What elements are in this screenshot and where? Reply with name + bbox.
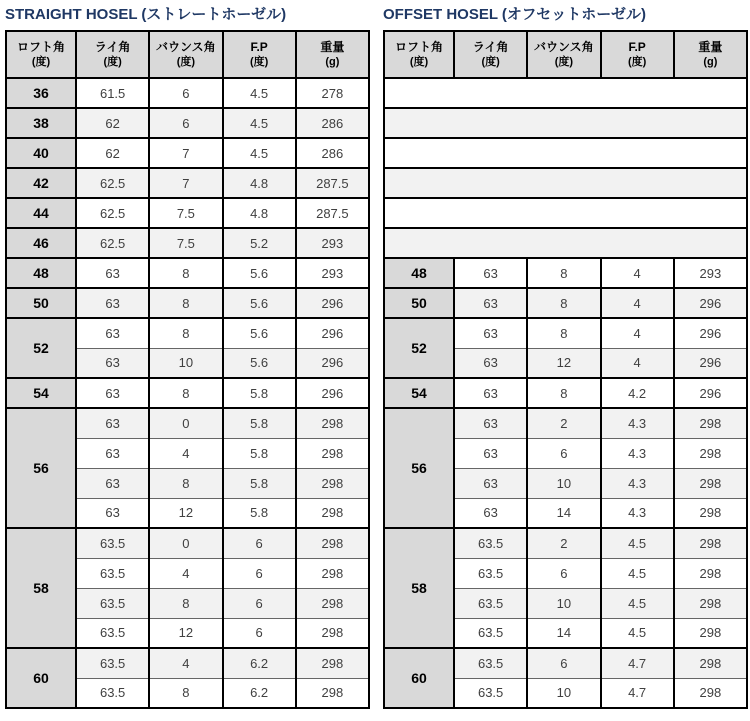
- bounce-cell: 10: [527, 588, 600, 618]
- bounce-cell: 8: [149, 678, 222, 708]
- empty-cell: [384, 168, 747, 198]
- lie-cell: 62.5: [76, 198, 149, 228]
- column-header-fp: [223, 31, 296, 78]
- column-header-lie: [76, 31, 149, 78]
- lie-cell: 63: [76, 378, 149, 408]
- lie-cell: 63: [76, 408, 149, 438]
- column-unit: (度): [554, 56, 574, 68]
- weight-cell: 298: [674, 588, 747, 618]
- lie-cell: 63.5: [76, 588, 149, 618]
- fp-cell: 5.6: [223, 348, 296, 378]
- weight-cell: 296: [296, 318, 369, 348]
- lie-cell: 63: [454, 288, 527, 318]
- spec-row: [384, 648, 747, 678]
- bounce-cell: 8: [149, 288, 222, 318]
- column-unit: (度): [176, 56, 196, 68]
- header-row: [384, 31, 747, 78]
- straight-hosel-table: [5, 30, 370, 709]
- lie-cell: 63.5: [454, 528, 527, 558]
- lie-cell: 63: [454, 408, 527, 438]
- lie-cell: 63.5: [76, 558, 149, 588]
- loft-cell: 60: [384, 648, 454, 708]
- straight-hosel-panel: [5, 5, 370, 709]
- bounce-cell: 8: [149, 588, 222, 618]
- loft-cell: 54: [6, 378, 76, 408]
- empty-cell: [384, 198, 747, 228]
- spec-row: [6, 138, 369, 168]
- loft-cell: 38: [6, 108, 76, 138]
- lie-cell: 63: [454, 468, 527, 498]
- column-unit: (度): [627, 56, 647, 68]
- column-header-loft: [384, 31, 454, 78]
- bounce-cell: 12: [527, 348, 600, 378]
- bounce-cell: 8: [527, 258, 600, 288]
- lie-cell: 63: [454, 258, 527, 288]
- spec-row: [6, 648, 369, 678]
- weight-cell: 278: [296, 78, 369, 108]
- loft-cell: 44: [6, 198, 76, 228]
- loft-cell: 36: [6, 78, 76, 108]
- offset-hosel-title: OFFSET HOSEL (オフセットホーゼル): [383, 6, 646, 23]
- fp-cell: 6: [223, 558, 296, 588]
- column-label: F.P: [250, 40, 268, 54]
- column-label: 重量: [320, 40, 345, 54]
- column-label: ロフト角: [16, 40, 65, 54]
- bounce-cell: 6: [149, 78, 222, 108]
- weight-cell: 293: [674, 258, 747, 288]
- lie-cell: 62.5: [76, 228, 149, 258]
- bounce-cell: 6: [527, 648, 600, 678]
- empty-row: [384, 108, 747, 138]
- lie-cell: 62.5: [76, 168, 149, 198]
- lie-cell: 63: [454, 348, 527, 378]
- bounce-cell: 4: [149, 648, 222, 678]
- spec-row: [6, 228, 369, 258]
- fp-cell: 5.8: [223, 378, 296, 408]
- bounce-cell: 2: [527, 528, 600, 558]
- loft-cell: 58: [384, 528, 454, 648]
- fp-cell: 6.2: [223, 648, 296, 678]
- empty-row: [384, 138, 747, 168]
- fp-cell: 6: [223, 588, 296, 618]
- fp-cell: 6: [223, 528, 296, 558]
- lie-cell: 63: [76, 468, 149, 498]
- fp-cell: 4.3: [601, 498, 674, 528]
- spec-row: [6, 108, 369, 138]
- weight-cell: 298: [674, 648, 747, 678]
- fp-cell: 5.2: [223, 228, 296, 258]
- weight-cell: 293: [296, 258, 369, 288]
- weight-cell: 296: [674, 288, 747, 318]
- loft-cell: 50: [6, 288, 76, 318]
- weight-cell: 298: [674, 528, 747, 558]
- weight-cell: 286: [296, 108, 369, 138]
- lie-cell: 63.5: [76, 678, 149, 708]
- column-header-weight: [296, 31, 369, 78]
- weight-cell: 298: [296, 558, 369, 588]
- loft-cell: 52: [6, 318, 76, 378]
- weight-cell: 298: [296, 528, 369, 558]
- fp-cell: 4.3: [601, 408, 674, 438]
- spec-row: [6, 528, 369, 558]
- fp-cell: 4.5: [601, 588, 674, 618]
- weight-cell: 286: [296, 138, 369, 168]
- loft-cell: 40: [6, 138, 76, 168]
- spec-row: [6, 378, 369, 408]
- spec-row: [6, 408, 369, 438]
- weight-cell: 298: [674, 438, 747, 468]
- weight-cell: 287.5: [296, 168, 369, 198]
- weight-cell: 296: [296, 288, 369, 318]
- empty-cell: [384, 108, 747, 138]
- lie-cell: 63: [454, 438, 527, 468]
- bounce-cell: 8: [527, 288, 600, 318]
- column-unit: (度): [409, 56, 429, 68]
- fp-cell: 4.7: [601, 678, 674, 708]
- straight-hosel-title: STRAIGHT HOSEL (ストレートホーゼル): [5, 6, 287, 23]
- fp-cell: 4.3: [601, 468, 674, 498]
- bounce-cell: 4: [149, 558, 222, 588]
- lie-cell: 63.5: [76, 618, 149, 648]
- lie-cell: 63: [76, 438, 149, 468]
- lie-cell: 63: [454, 498, 527, 528]
- weight-cell: 298: [296, 468, 369, 498]
- spec-row: [6, 288, 369, 318]
- fp-cell: 5.8: [223, 498, 296, 528]
- empty-row: [384, 228, 747, 258]
- column-header-loft: [6, 31, 76, 78]
- column-header-bounce: [149, 31, 222, 78]
- lie-cell: 63: [454, 318, 527, 348]
- fp-cell: 6: [223, 618, 296, 648]
- lie-cell: 63: [76, 318, 149, 348]
- column-unit: (度): [31, 56, 51, 68]
- table-body: [384, 78, 747, 708]
- loft-cell: 54: [384, 378, 454, 408]
- empty-row: [384, 168, 747, 198]
- weight-cell: 298: [674, 678, 747, 708]
- fp-cell: 5.8: [223, 408, 296, 438]
- loft-cell: 60: [6, 648, 76, 708]
- bounce-cell: 8: [527, 378, 600, 408]
- bounce-cell: 10: [149, 348, 222, 378]
- weight-cell: 298: [674, 498, 747, 528]
- bounce-cell: 0: [149, 528, 222, 558]
- fp-cell: 4.5: [223, 138, 296, 168]
- fp-cell: 4: [601, 348, 674, 378]
- spec-row: [6, 258, 369, 288]
- fp-cell: 4.5: [601, 618, 674, 648]
- fp-cell: 4.8: [223, 168, 296, 198]
- table-header: [384, 31, 747, 78]
- bounce-cell: 8: [149, 318, 222, 348]
- bounce-cell: 10: [527, 678, 600, 708]
- empty-row: [384, 78, 747, 108]
- offset-hosel-panel: [383, 5, 748, 709]
- fp-cell: 4.5: [601, 528, 674, 558]
- bounce-cell: 2: [527, 408, 600, 438]
- weight-cell: 298: [674, 468, 747, 498]
- weight-cell: 298: [296, 588, 369, 618]
- lie-cell: 63.5: [454, 588, 527, 618]
- bounce-cell: 8: [149, 468, 222, 498]
- fp-cell: 5.8: [223, 438, 296, 468]
- lie-cell: 61.5: [76, 78, 149, 108]
- weight-cell: 293: [296, 228, 369, 258]
- spec-row: [384, 288, 747, 318]
- column-label: ロフト角: [394, 40, 443, 54]
- fp-cell: 5.6: [223, 258, 296, 288]
- lie-cell: 63: [454, 378, 527, 408]
- spec-row: [384, 408, 747, 438]
- fp-cell: 4.8: [223, 198, 296, 228]
- fp-cell: 4.5: [223, 108, 296, 138]
- table-header: [6, 31, 369, 78]
- weight-cell: 298: [296, 678, 369, 708]
- loft-cell: 50: [384, 288, 454, 318]
- bounce-cell: 14: [527, 618, 600, 648]
- fp-cell: 4.3: [601, 438, 674, 468]
- bounce-cell: 12: [149, 498, 222, 528]
- bounce-cell: 7.5: [149, 198, 222, 228]
- column-unit: (度): [103, 56, 122, 68]
- column-header-lie: [454, 31, 527, 78]
- lie-cell: 62: [76, 138, 149, 168]
- bounce-cell: 7: [149, 138, 222, 168]
- fp-cell: 5.6: [223, 318, 296, 348]
- column-header-fp: [601, 31, 674, 78]
- column-header-bounce: [527, 31, 600, 78]
- weight-cell: 296: [296, 378, 369, 408]
- bounce-cell: 12: [149, 618, 222, 648]
- loft-cell: 56: [384, 408, 454, 528]
- lie-cell: 63: [76, 288, 149, 318]
- fp-cell: 5.6: [223, 288, 296, 318]
- empty-cell: [384, 78, 747, 108]
- column-label: ライ角: [94, 40, 131, 54]
- weight-cell: 298: [296, 498, 369, 528]
- empty-cell: [384, 228, 747, 258]
- fp-cell: 4.7: [601, 648, 674, 678]
- loft-cell: 58: [6, 528, 76, 648]
- bounce-cell: 8: [527, 318, 600, 348]
- bounce-cell: 6: [149, 108, 222, 138]
- bounce-cell: 6: [527, 438, 600, 468]
- weight-cell: 298: [674, 618, 747, 648]
- column-label: ライ角: [472, 40, 509, 54]
- column-unit: (度): [481, 56, 500, 68]
- lie-cell: 63.5: [454, 678, 527, 708]
- spec-row: [6, 198, 369, 228]
- bounce-cell: 4: [149, 438, 222, 468]
- bounce-cell: 14: [527, 498, 600, 528]
- bounce-cell: 7.5: [149, 228, 222, 258]
- bounce-cell: 6: [527, 558, 600, 588]
- lie-cell: 63.5: [454, 648, 527, 678]
- column-header-weight: [674, 31, 747, 78]
- weight-cell: 296: [674, 378, 747, 408]
- weight-cell: 287.5: [296, 198, 369, 228]
- spec-row: [6, 78, 369, 108]
- column-label: バウンス角: [156, 40, 216, 54]
- column-unit: (度): [249, 56, 269, 68]
- lie-cell: 63: [76, 258, 149, 288]
- spec-row: [384, 318, 747, 348]
- column-label: 重量: [698, 40, 723, 54]
- fp-cell: 4.5: [223, 78, 296, 108]
- spec-row: [6, 318, 369, 348]
- spec-row: [384, 258, 747, 288]
- weight-cell: 296: [296, 348, 369, 378]
- weight-cell: 298: [674, 408, 747, 438]
- fp-cell: 4.5: [601, 558, 674, 588]
- lie-cell: 63.5: [454, 558, 527, 588]
- spec-row: [384, 528, 747, 558]
- bounce-cell: 8: [149, 258, 222, 288]
- empty-cell: [384, 138, 747, 168]
- bounce-cell: 0: [149, 408, 222, 438]
- lie-cell: 63: [76, 498, 149, 528]
- loft-cell: 48: [6, 258, 76, 288]
- weight-cell: 296: [674, 318, 747, 348]
- fp-cell: 6.2: [223, 678, 296, 708]
- column-label: バウンス角: [534, 40, 594, 54]
- weight-cell: 298: [296, 648, 369, 678]
- spec-row: [384, 378, 747, 408]
- loft-cell: 56: [6, 408, 76, 528]
- offset-hosel-table: [383, 30, 748, 709]
- column-unit: (g): [703, 56, 718, 68]
- bounce-cell: 8: [149, 378, 222, 408]
- loft-cell: 46: [6, 228, 76, 258]
- fp-cell: 4: [601, 258, 674, 288]
- header-row: [6, 31, 369, 78]
- column-label: F.P: [628, 40, 646, 54]
- weight-cell: 298: [296, 618, 369, 648]
- fp-cell: 5.8: [223, 468, 296, 498]
- lie-cell: 63.5: [76, 528, 149, 558]
- fp-cell: 4: [601, 318, 674, 348]
- loft-cell: 52: [384, 318, 454, 378]
- lie-cell: 63.5: [454, 618, 527, 648]
- weight-cell: 298: [296, 438, 369, 468]
- lie-cell: 63.5: [76, 648, 149, 678]
- bounce-cell: 7: [149, 168, 222, 198]
- loft-cell: 42: [6, 168, 76, 198]
- column-unit: (g): [325, 56, 340, 68]
- table-body: [6, 78, 369, 708]
- fp-cell: 4.2: [601, 378, 674, 408]
- lie-cell: 62: [76, 108, 149, 138]
- loft-cell: 48: [384, 258, 454, 288]
- lie-cell: 63: [76, 348, 149, 378]
- empty-row: [384, 198, 747, 228]
- spec-row: [6, 168, 369, 198]
- fp-cell: 4: [601, 288, 674, 318]
- bounce-cell: 10: [527, 468, 600, 498]
- weight-cell: 296: [674, 348, 747, 378]
- weight-cell: 298: [296, 408, 369, 438]
- weight-cell: 298: [674, 558, 747, 588]
